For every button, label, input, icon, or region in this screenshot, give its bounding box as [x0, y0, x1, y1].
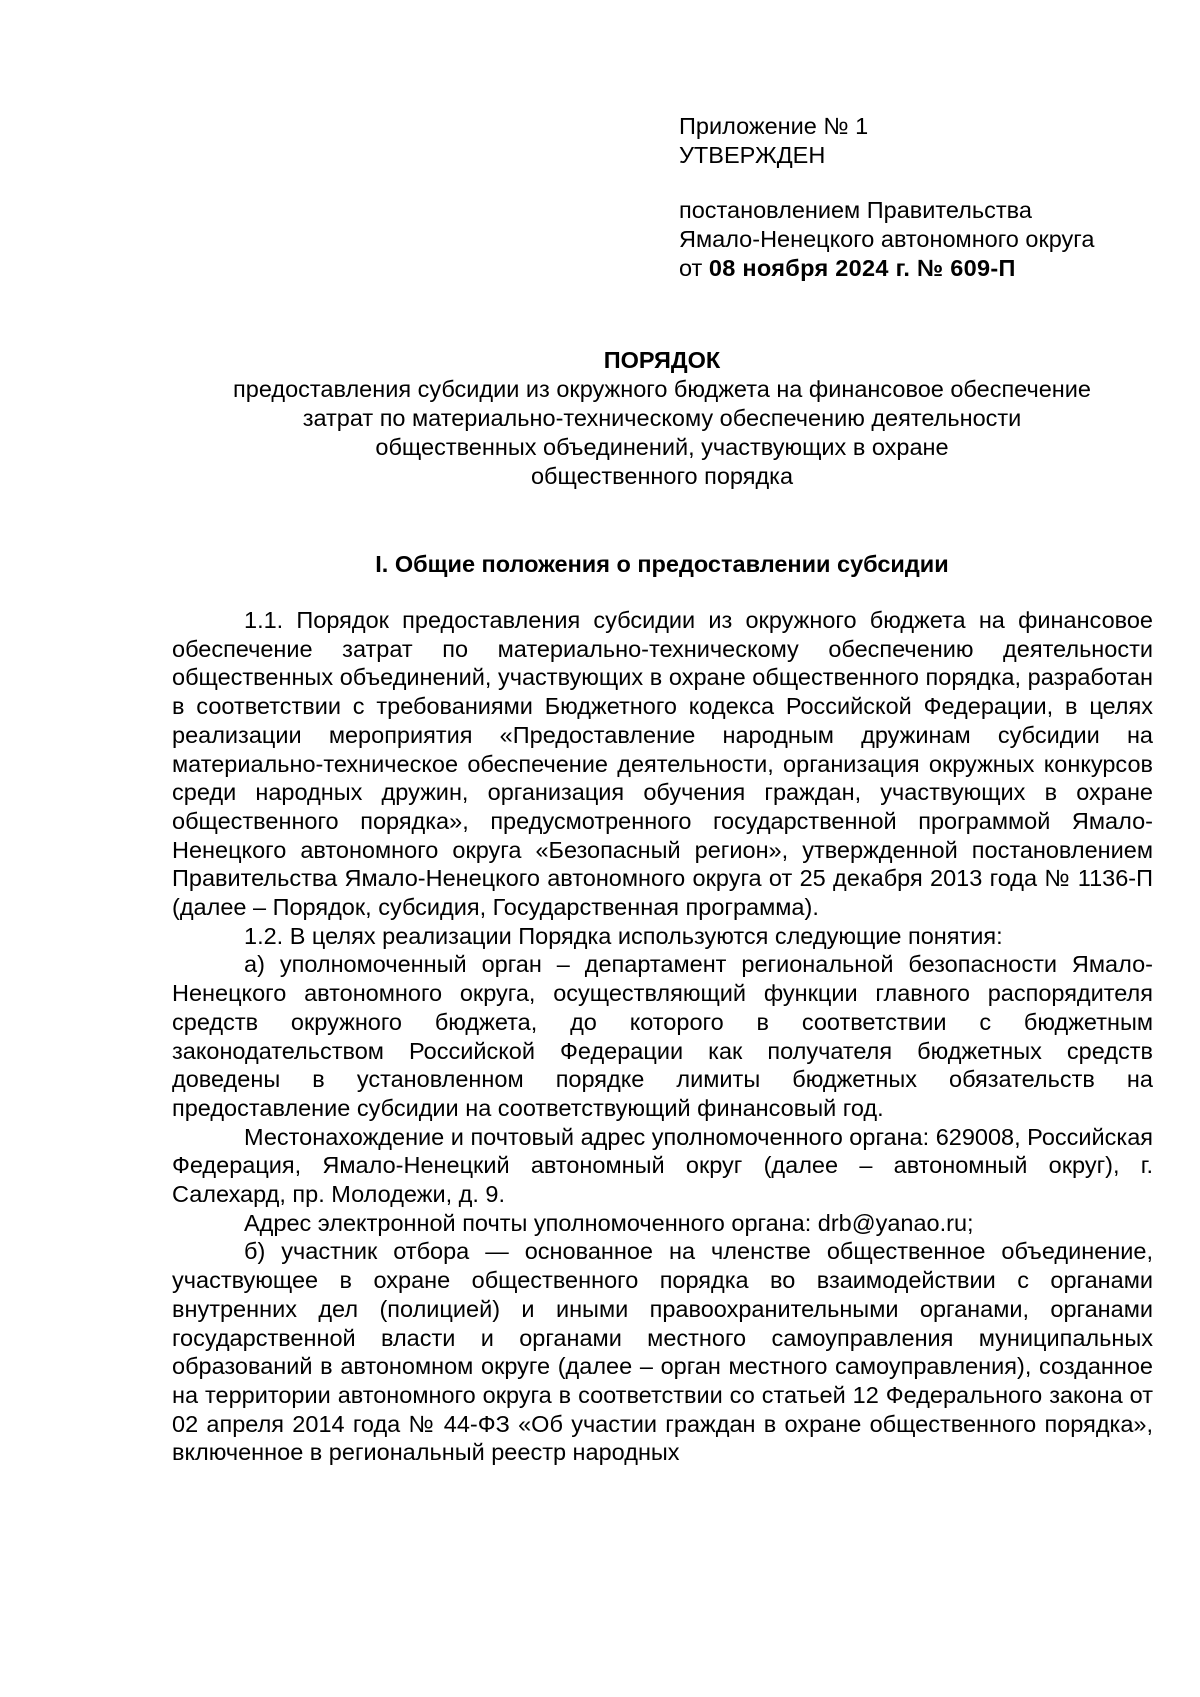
approval-date-value: 08 ноября 2024 г. № 609-П: [708, 255, 1016, 281]
document-subtitle-line: предоставления субсидии из окружного бюджета на финансовое обеспечение: [233, 376, 1091, 402]
document-subtitle-line: затрат по материально-техническому обеспечению деятельности: [302, 405, 1022, 431]
approval-block: [679, 112, 1149, 283]
paragraph-1-1: 1.1. Порядок предоставления субсидии из окружного бюджета на финансовое обеспечение затрат по материально-техническому обеспечению деятельности общественных объединений, участвующих в охране общественного порядка, разработан в соответствии с требованиями Бюджетного кодекса Российской Федерации, в целях реализации мероприятия «Предоставление народным дружинам субсидии на материально-техническое обеспечение деятельности, организация окружных конкурсов среди народных дружин, организация обучения граждан, участвующих в охране общественного порядка», предусмотренного государственной программой Ямало-Ненецкого автономного округа «Безопасный регион», утвержденной постановлением Правительства Ямало-Ненецкого автономного округа от 25 декабря 2013 года № 1136-П (далее – Порядок, субсидия, Государственная программа).: [172, 607, 1153, 921]
approval-authority-line2: Ямало-Ненецкого автономного округа: [679, 226, 1095, 252]
section-heading: I. Общие положения о предоставлении субсидии: [375, 551, 949, 577]
approval-authority-line1: постановлением Правительства: [679, 197, 1032, 223]
appendix-number: Приложение № 1: [679, 113, 869, 139]
document-title-block: [172, 346, 1152, 491]
document-subtitle-line: общественных объединений, участвующих в охране: [375, 434, 949, 460]
document-title: ПОРЯДОК: [603, 347, 721, 373]
paragraph-definition-a: а) уполномоченный орган – департамент региональной безопасности Ямало-Ненецкого автономного округа, осуществляющий функции главного распорядителя средств окружного бюджета, до которого в соответствии с бюджетным законодательством Российской Федерации как получателя бюджетных средств доведены в установленном порядке лимиты бюджетных обязательств на предоставление субсидии на соответствующий финансовый год.: [172, 951, 1153, 1121]
document-subtitle-line: общественного порядка: [530, 463, 794, 489]
paragraph-address: Местонахождение и почтовый адрес уполномоченного органа: 629008, Российская Федерация, Ямало-Ненецкий автономный округ (далее – автономный округ), г. Салехард, пр. Молодежи, д. 9.: [172, 1123, 1153, 1208]
paragraph-1-2: 1.2. В целях реализации Порядка используются следующие понятия:: [244, 922, 1003, 949]
approval-date: [679, 254, 1149, 283]
paragraph-email: Адрес электронной почты уполномоченного органа: drb@yanao.ru;: [244, 1209, 974, 1236]
approval-date-prefix: от: [679, 255, 709, 281]
paragraph-definition-b: б) участник отбора — основанное на членстве общественное объединение, участвующее в охране общественного порядка во взаимодействии с органами внутренних дел (полицией) и иными правоохранительными органами, органами государственной власти и органами местного самоуправления муниципальных образований в автономном округе (далее – орган местного самоуправления), созданное на территории автономного округа в соответствии со статьей 12 Федерального закона от 02 апреля 2014 года № 44-ФЗ «Об участии граждан в охране общественного порядка», включенное в региональный реестр народных: [172, 1238, 1153, 1466]
approved-stamp-text: УТВЕРЖДЕН: [679, 142, 826, 168]
document-body: [172, 606, 1153, 1467]
spacer: [679, 170, 1149, 196]
